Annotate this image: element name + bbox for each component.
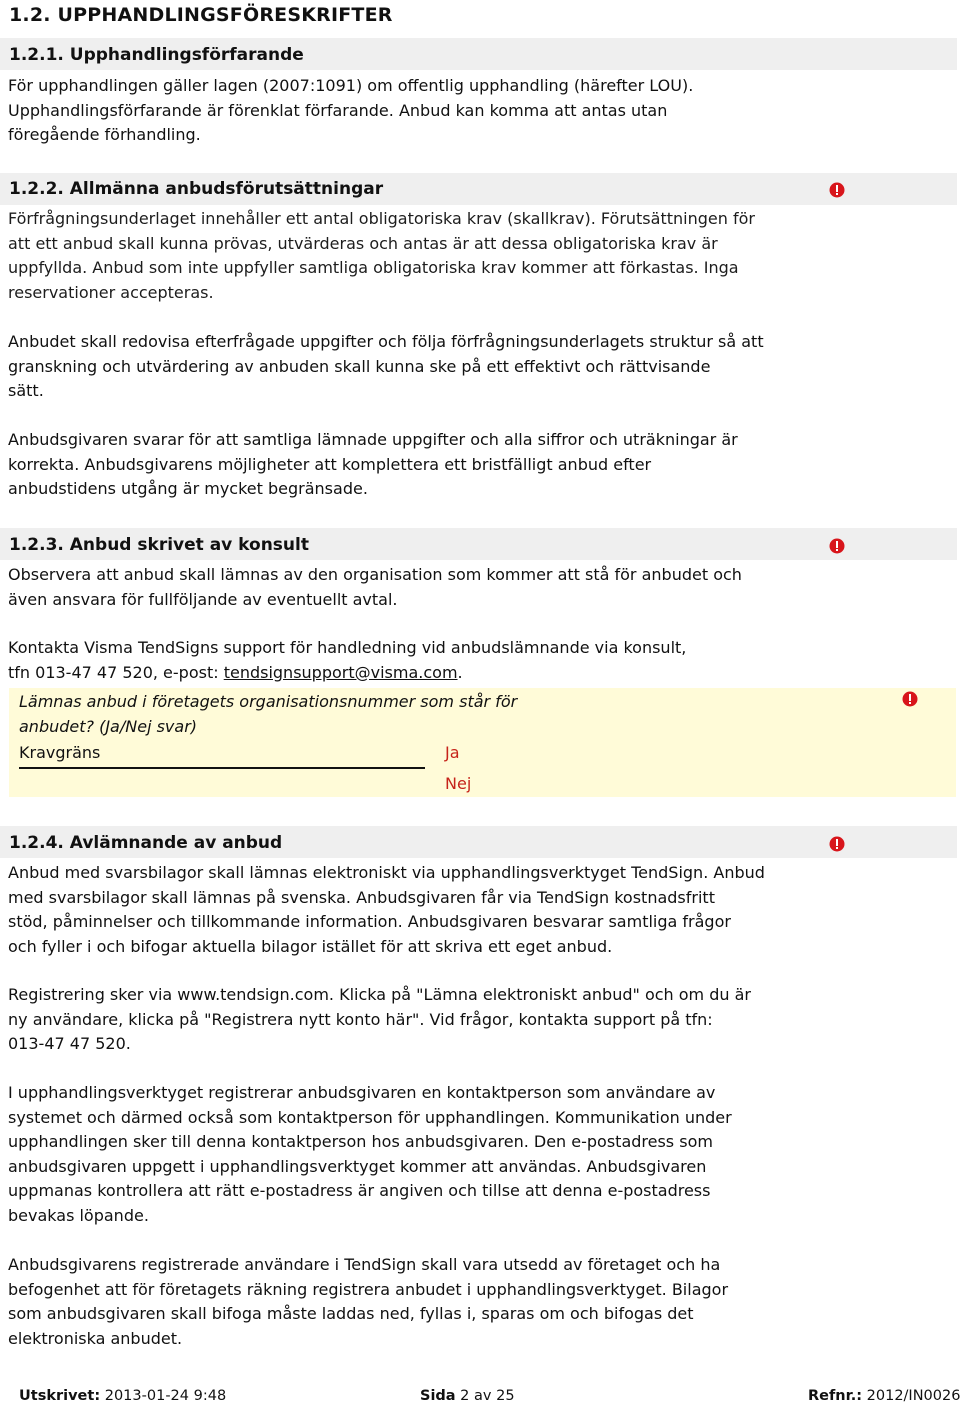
footer-printed [19, 1388, 226, 1404]
section-paragraph [8, 330, 764, 404]
text-line: granskning och utvärdering av anbuden skall kunna ske på ett effektivt och rättvisande [8, 356, 711, 376]
text-line: med svarsbilagor skall lämnas på svenska. Anbudsgivaren får via TendSign kostnadsfritt [8, 887, 715, 907]
footer-label: Sida [420, 1388, 456, 1404]
text-line: Observera att anbud skall lämnas av den organisation som kommer att stå för anbudet och [8, 565, 742, 584]
text-line: stöd, påminnelser och tillkommande information. Anbudsgivaren besvarar samtliga frågor [8, 912, 731, 932]
text-line: korrekta. Anbudsgivarens möjligheter att komplettera ett bristfälligt anbud efter [8, 454, 652, 474]
text-line: föregående förhandling. [8, 125, 201, 145]
section-paragraph [8, 861, 765, 959]
alert-icon [829, 182, 845, 198]
section-paragraph [8, 983, 751, 1057]
section-paragraph [8, 74, 693, 148]
text-line [8, 661, 686, 686]
footer-label: Refnr.: [808, 1388, 863, 1404]
text-line: 013-47 47 520. [8, 1034, 131, 1054]
text-line: I upphandlingsverktyget registrerar anbudsgivaren en kontaktperson som användare av [8, 1083, 716, 1102]
footer-value: 2013-01-24 9:48 [100, 1388, 227, 1404]
question-text: Lämnas anbud i företagets organisationsnummer som står för [19, 692, 518, 711]
text-line: elektroniska anbudet. [8, 1328, 183, 1348]
threshold-label: Kravgräns [19, 743, 101, 762]
section-header-bar [0, 173, 957, 205]
text-line: Upphandlingsförfarande är förenklat förfarande. Anbud kan komma att antas utan [8, 100, 668, 120]
text-line: Registrering sker via www.tendsign.com. Klicka på "Lämna elektroniskt anbud" och om du är [8, 985, 751, 1004]
footer-value: 2012/IN0026 [862, 1388, 960, 1404]
threshold-underline [19, 767, 425, 769]
text-line: Anbud med svarsbilagor skall lämnas elektroniskt via upphandlingsverktyget TendSign. Anbud [8, 863, 765, 882]
text-line: som anbudsgivaren skall bifoga måste laddas ned, fyllas i, sparas om och bifogas det [8, 1304, 694, 1324]
question-text: anbudet? (Ja/Nej svar) [19, 717, 198, 736]
section-paragraph [8, 1081, 732, 1229]
section-header-bar [0, 826, 957, 858]
section-paragraph [8, 563, 742, 612]
text-line: Anbudsgivarens registrerade användare i TendSign skall vara utsedd av företaget och ha [8, 1255, 721, 1274]
text-line: och fyller i och bifogar aktuella bilagor istället för att skriva ett eget anbud. [8, 936, 613, 956]
text-line: att ett anbud skall kunna prövas, utvärderas och antas är att dessa obligatoriska krav är [8, 233, 718, 253]
section-title: 1.2.1. Upphandlingsförfarande [9, 45, 304, 65]
footer-reference [808, 1388, 960, 1404]
section-header-bar [0, 38, 957, 70]
text-line: sätt. [8, 381, 44, 401]
text-line: Förfrågningsunderlaget innehåller ett antal obligatoriska krav (skallkrav). Förutsättningen för [8, 209, 755, 228]
page-heading: 1.2. UPPHANDLINGSFÖRESKRIFTER [9, 4, 393, 26]
requirement-question-box [9, 688, 956, 797]
text-line: befogenhet att för företagets räkning registrera anbudet i upphandlingsverktyget. Bilagor [8, 1279, 729, 1299]
text-line: anbudstidens utgång är mycket begränsade. [8, 479, 368, 499]
footer-page [420, 1388, 515, 1404]
text-fragment: . [457, 662, 463, 682]
text-line: bevakas löpande. [8, 1205, 149, 1225]
text-line: Kontakta Visma TendSigns support för handledning vid anbudslämnande via konsult, [8, 638, 687, 657]
support-email-link[interactable]: tendsignsupport@visma.com [223, 662, 458, 682]
text-line: uppfyllda. Anbud som inte uppfyller samtliga obligatoriska krav kommer att förkastas. Inga [8, 258, 739, 278]
section-paragraph [8, 1253, 728, 1351]
text-line: reservationer accepteras. [8, 282, 214, 302]
section-paragraph [8, 207, 755, 305]
text-line: upphandlingen sker till denna kontaktperson hos anbudsgivaren. Den e-postadress som [8, 1132, 713, 1152]
text-line: systemet och därmed också som kontaktperson för upphandlingen. Kommunikation under [8, 1107, 732, 1127]
text-fragment: tfn 013-47 47 520, e-post: [8, 662, 224, 682]
section-title: 1.2.3. Anbud skrivet av konsult [9, 535, 309, 555]
section-paragraph [8, 428, 738, 502]
text-line: uppmanas kontrollera att rätt e-postadress är angiven och tillse att denna e-postadress [8, 1181, 711, 1201]
text-line: även ansvara för fullföljande av eventuellt avtal. [8, 589, 398, 609]
alert-icon [902, 691, 918, 707]
answer-option-yes[interactable]: Ja [445, 743, 460, 762]
alert-icon [829, 836, 845, 852]
text-line: anbudsgivaren uppgett i upphandlingsverktyget kommer att användas. Anbudsgivaren [8, 1156, 707, 1176]
section-header-bar [0, 528, 957, 560]
text-line: ny användare, klicka på "Registrera nytt konto här". Vid frågor, kontakta support på tfn: [8, 1009, 713, 1029]
text-line: Anbudet skall redovisa efterfrågade uppgifter och följa förfrågningsunderlagets struktur så att [8, 332, 764, 351]
section-title: 1.2.2. Allmänna anbudsförutsättningar [9, 179, 384, 199]
text-line: För upphandlingen gäller lagen (2007:1091) om offentlig upphandling (härefter LOU). [8, 76, 694, 95]
section-paragraph [8, 636, 686, 685]
text-line: Anbudsgivaren svarar för att samtliga lämnade uppgifter och alla siffror och uträkningar är [8, 430, 738, 449]
alert-icon [829, 538, 845, 554]
section-title: 1.2.4. Avlämnande av anbud [9, 833, 283, 853]
answer-option-no[interactable]: Nej [445, 774, 472, 793]
footer-value: 2 av 25 [455, 1388, 515, 1404]
footer-label: Utskrivet: [19, 1388, 101, 1404]
